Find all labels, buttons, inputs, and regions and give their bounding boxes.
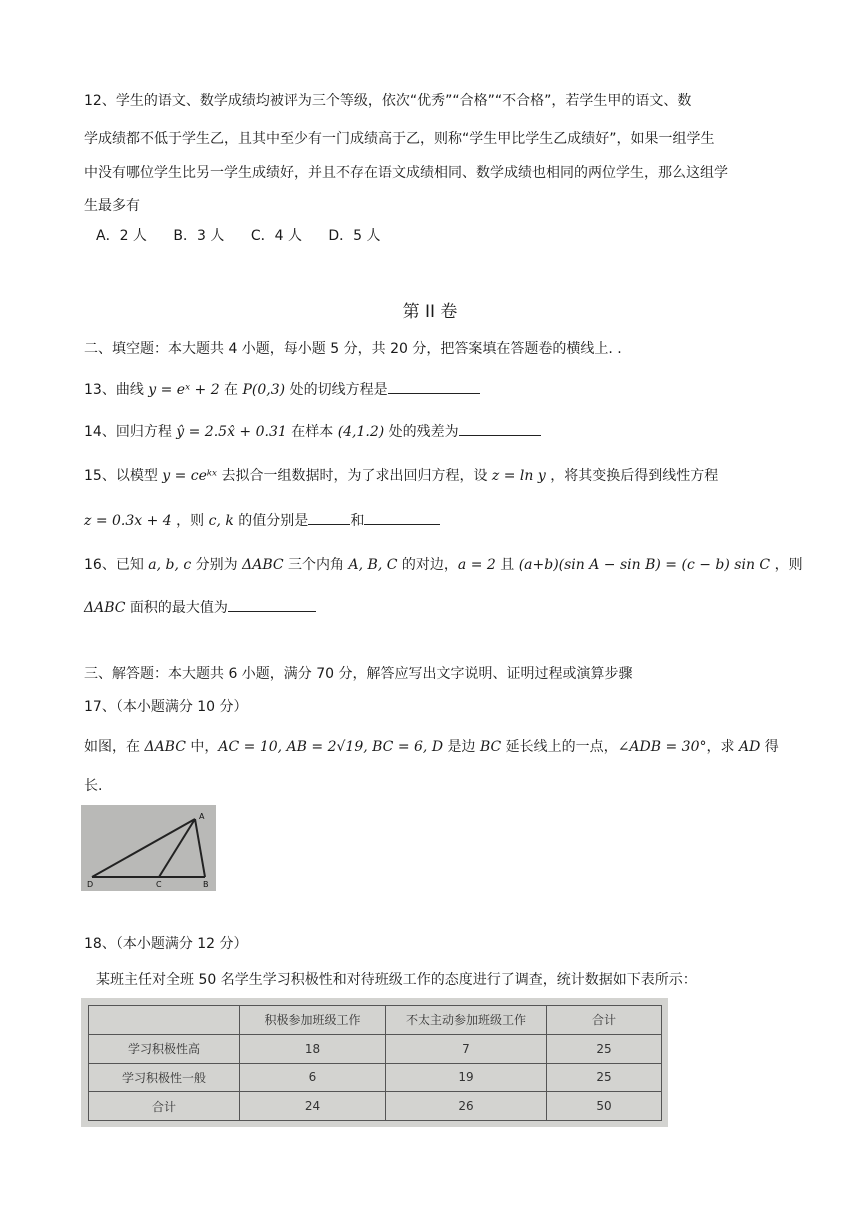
q13-formula: y = eˣ + 2 [148, 382, 220, 398]
q16-text: 16、已知 [84, 557, 149, 573]
q12-line-1: 12、学生的语文、数学成绩均被评为三个等级，依次“优秀”“合格”“不合格”，若学生甲的语文、数 [84, 93, 692, 109]
table-header-row [89, 1006, 662, 1035]
q16-text-4: 的对边， [397, 557, 458, 573]
q17-triangle: ΔABC [144, 739, 186, 755]
q16-text-3: 三个内角 [283, 557, 349, 573]
q17-ad: AD [738, 739, 761, 755]
q17-text: 如图，在 [84, 739, 145, 755]
table-cell: 6 [240, 1063, 386, 1092]
q14-formula: ŷ = 2.5x̂ + 0.31 [176, 424, 287, 440]
q15-text: 15、以模型 [84, 468, 163, 484]
table-header-cell [89, 1006, 240, 1035]
segment-ab [195, 819, 205, 877]
label-b: B [203, 880, 209, 889]
q12-option-b: B．3 人 [173, 228, 225, 244]
segment-ca [159, 819, 195, 877]
table-cell: 18 [240, 1034, 386, 1063]
q14 [84, 421, 541, 442]
q16-and: 且 [495, 557, 519, 573]
q17-text-3: 是边 [443, 739, 480, 755]
label-a: A [199, 812, 205, 821]
q16-vars: a, b, c [148, 557, 192, 573]
section3-heading: 三、解答题：本大题共 6 小题，满分 70 分，解答应写出文字说明、证明过程或演算步骤 [84, 666, 633, 682]
survey-table [88, 1005, 662, 1121]
q15-substitution: z = ln y [491, 468, 546, 484]
answer-blank-c [308, 510, 350, 525]
q15-text-5: 的值分别是 [233, 513, 309, 529]
q16-text-5: ，则 [770, 557, 803, 573]
q14-text: 14、回归方程 [84, 424, 177, 440]
q17-conditions: AC = 10, AB = 2√19, BC = 6, D [218, 739, 444, 755]
table-cell: 50 [547, 1092, 662, 1121]
q16-text-6: 面积的最大值为 [125, 600, 228, 616]
q18-intro: 某班主任对全班 50 名学生学习积极性和对待班级工作的态度进行了调查，统计数据如下表所示： [96, 972, 697, 988]
q15-linear-equation: z = 0.3x + 4 [84, 513, 172, 529]
q16-condition-1: a = 2 [457, 557, 496, 573]
section2-heading: 二、填空题：本大题共 4 小题，每小题 5 分，共 20 分，把答案填在答题卷的横线上. . [84, 341, 622, 357]
table-cell: 学习积极性一般 [89, 1063, 240, 1092]
table-cell: 19 [386, 1063, 547, 1092]
table-cell: 学习积极性高 [89, 1034, 240, 1063]
q13 [84, 379, 480, 400]
q17-text-2: 中， [185, 739, 219, 755]
q12-options [96, 226, 403, 246]
q12-option-c: C．4 人 [250, 228, 302, 244]
answer-blank [388, 379, 480, 394]
part-title: 第 II 卷 [402, 302, 458, 322]
table-row [89, 1063, 662, 1092]
q16-triangle: ΔABC [242, 557, 284, 573]
q17-angle: ∠ADB = 30° [617, 739, 707, 755]
q12-option-d: D．5 人 [328, 228, 381, 244]
table-header-cell: 合计 [547, 1006, 662, 1035]
survey-table-photo [81, 998, 668, 1127]
q16-text-2: 分别为 [191, 557, 243, 573]
q14-point: (4,1.2) [337, 424, 385, 440]
q16-line-1 [84, 555, 803, 575]
q13-text: 13、曲线 [84, 382, 149, 398]
q14-text-2: 在样本 [286, 424, 338, 440]
q13-text-2: 在 [219, 382, 243, 398]
q15-line-2 [84, 510, 440, 531]
table-cell: 25 [547, 1063, 662, 1092]
q17-header: 17、（本小题满分 10 分） [84, 699, 248, 715]
q17-text-6: 得 [760, 739, 779, 755]
q15-line-1 [84, 466, 718, 486]
q16-condition-2: (a+b)(sin A − sin B) = (c − b) sin C [518, 557, 771, 573]
table-cell: 26 [386, 1092, 547, 1121]
triangle-diagram [81, 805, 216, 891]
answer-blank-k [364, 510, 440, 525]
table-row [89, 1034, 662, 1063]
q17-text-5: ，求 [706, 739, 739, 755]
q15-vars: c, k [208, 513, 234, 529]
q12-line-3: 中没有哪位学生比另一学生成绩好，并且不存在语文成绩相同、数学成绩也相同的两位学生，那么这组学 [84, 165, 728, 181]
q12-option-a: A．2 人 [96, 228, 147, 244]
answer-blank [459, 421, 541, 436]
q13-text-3: 处的切线方程是 [285, 382, 388, 398]
q12-line-2: 学成绩都不低于学生乙，且其中至少有一门成绩高于乙，则称“学生甲比学生乙成绩好”，如果一组学生 [84, 131, 715, 147]
q16-angles: A, B, C [348, 557, 398, 573]
q17-line-2: 长. [84, 778, 103, 794]
table-header-cell: 不太主动参加班级工作 [386, 1006, 547, 1035]
q17-bc: BC [479, 739, 502, 755]
segment-da [92, 819, 195, 877]
q15-text-4: ，则 [171, 513, 209, 529]
label-c: C [156, 880, 162, 889]
q15-text-3: ，将其变换后得到线性方程 [545, 468, 719, 484]
q13-point: P(0,3) [242, 382, 286, 398]
q18-header: 18、（本小题满分 12 分） [84, 936, 248, 952]
table-cell: 25 [547, 1034, 662, 1063]
q15-formula: y = ceᵏˣ [162, 468, 218, 484]
q16-triangle-2: ΔABC [84, 600, 126, 616]
q15-text-2: 去拟合一组数据时，为了求出回归方程，设 [217, 468, 492, 484]
q17-line-1 [84, 737, 779, 757]
triangle-figure [81, 805, 216, 891]
q15-and: 和 [350, 513, 365, 529]
table-cell: 7 [386, 1034, 547, 1063]
answer-blank [228, 597, 316, 612]
table-cell: 24 [240, 1092, 386, 1121]
table-cell: 合计 [89, 1092, 240, 1121]
q14-text-3: 处的残差为 [384, 424, 459, 440]
q12-line-4: 生最多有 [84, 198, 140, 214]
table-header-cell: 积极参加班级工作 [240, 1006, 386, 1035]
q16-line-2 [84, 597, 316, 618]
label-d: D [87, 880, 94, 889]
table-row [89, 1092, 662, 1121]
q17-text-4: 延长线上的一点， [501, 739, 618, 755]
